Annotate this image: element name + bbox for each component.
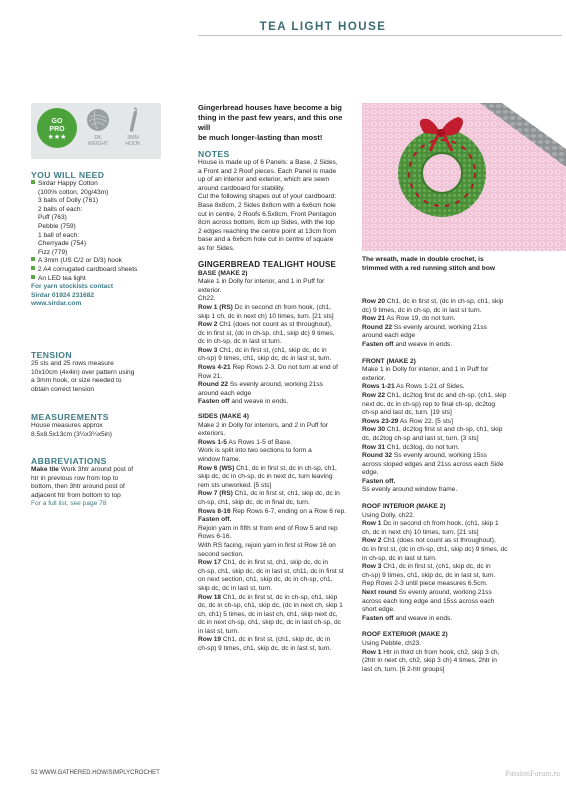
pattern-row: skip dc, dc in ch-sp, dc in next dc, turn leaving [198,473,333,481]
pattern-row: ch-sp) 9 times, ch1, skip dc, dc in last st, turn. [198,355,332,363]
pattern-row: Fasten off. [198,516,232,524]
notes-list [198,159,353,254]
hook-size-label: 3MM HOOK [125,135,141,147]
stockists-text: For yarn stockists contact [31,283,114,291]
pattern-row: Row 2 Ch1 (does not count as st throughout), [362,537,496,545]
pattern-row: ch-sp and last dc, turn. [19 sts] [362,409,452,417]
pattern-row: edge. [362,469,379,477]
section-heading: ABBREVIATIONS [31,456,107,466]
pattern-row: Rep Rows 2-3 until piece measures 6.5cm. [362,580,488,588]
bullet-icon [31,266,35,270]
pattern-row: skip 1 ch, dc in next ch) 10 times, turn. [21 sts] [198,312,334,320]
list-item-detail: Puff (763) [38,214,67,222]
body-text: Using Pebble, ch23. [362,639,422,647]
base-intro [198,278,353,304]
pattern-row: Row 3 Ch1, dc in first st, (ch1, skip dc, dc in [362,563,491,571]
pattern-row: Row 20 Ch1, dc in first st, (dc in ch-sp, ch1, skip [362,298,504,305]
body-text: Cut the following shapes out of your cardboard: [198,193,337,201]
sub-heading: SIDES (MAKE 4) [198,413,249,421]
pattern-row: dc in next ch-sp, ch1, skip dc, dc in last ch-sp, dc [198,619,341,627]
body-text: a Front and 2 Roof pieces. Each Panel is made [198,167,337,175]
pattern-row: ch-sp) 9 times, ch1, skip dc, dc in last st, turn. [362,571,496,579]
body-text: With RS facing, rejoin yarn in first st Row 16 on [198,541,336,549]
body-text: htr in previous row from top to [31,474,119,482]
sub-heading: FRONT (MAKE 2) [362,357,416,365]
pattern-row: ch, ch1) 5 times, dc in last ch, ch1, skip next dc, [198,610,338,618]
pattern-row: Row 3 Ch1, dc in first st, (ch1, skip dc, dc in [198,346,327,354]
bullet-icon [31,275,35,279]
body-text: up of an interior and exterior, which are sewn [198,176,330,184]
page-footer: 52 WWW.GATHERED.HOW/SIMPLYCROCHET [31,770,160,776]
pattern-row: ch, dc in next ch) 10 times, turn. [21 sts] [362,528,479,536]
pattern-row: Row 1 (RS) Dc in second ch from hook, (ch1, [198,303,332,311]
bullet-icon [31,180,35,184]
body-text: Make tile Work 3htr around post of [31,466,134,473]
pattern-row: in last st, turn. [198,627,240,635]
pattern-row: ch-sp, ch1, skip dc, dc in last st, ch11, dc in first st [198,567,344,575]
body-text: exterior. [362,374,386,382]
body-text: cut in centre, 2 Roofs 6.5x8cm, Front Pentagon [198,210,337,218]
pattern-row: across each long edge and 15ss across each [362,597,495,605]
body-text: a 3mm hook, or size needed to [31,377,122,385]
pattern-row: dc in first st, (dc in ch-sp, ch1, skip dc) 9 times, dc [362,546,508,554]
list-item: A 3mm (US C/2 or D/3) hook [31,257,166,266]
pattern-row: Next round Ss evenly around, working 21ss [362,589,492,596]
list-item-detail: Pebble (759) [38,222,76,230]
pattern-row: Row 1 Htr in third ch from hook, ch2, skip 3 ch, [362,648,500,656]
list-item-detail: (100% cotton, 20g/43m) [38,188,109,196]
body-text: around cardboard for stability. [198,184,285,192]
body-text: 8cm across bottom, 8cm up Sides, with the top [198,219,335,227]
pattern-row: Ss evenly around window frame. [362,486,458,494]
body-text: House is made up of 6 Panels: a Base, 2 Sides, [198,159,338,166]
pattern-row: around each edge [362,332,416,340]
pattern-row: Rows 1-5 As Rows 1-5 of Base. [198,438,292,446]
body-text: House measures approx [31,422,103,429]
pattern-row: Fasten off and weave in ends. [362,340,453,348]
bullet-icon [31,257,35,261]
section-heading: MEASUREMENTS [31,412,109,422]
pattern-row: dc) 9 times, dc in ch-sp, dc in last st turn. [362,306,482,314]
pattern-row: on next section, ch1, skip dc, dc in ch-sp, ch1, [198,576,333,584]
pattern-row: Row 6 (WS) Ch1, dc in first st, dc in ch-sp, ch1, [198,464,337,472]
body-text: adjacent htr from bottom to top [31,491,121,499]
pattern-row: dc in first st, (dc in ch-sp, ch1, skip dc) 9 times, [198,329,335,337]
tension-section [31,350,166,394]
column-3 [362,298,518,674]
abbreviations-section [31,456,166,509]
pattern-row: Rows 8-16 Rep Rows 6-7, ending on a Row 6 rep. [198,507,347,515]
pattern-row: skip dc, dc in last st, turn. [198,584,273,592]
pattern-heading: GINGERBREAD TEALIGHT HOUSE [198,259,337,269]
page-title: TEA LIGHT HOUSE [0,21,566,33]
pattern-row: Fasten off and weave in ends. [198,398,289,406]
pattern-row: (2htr in next ch, ch2, skip 3 ch) 4 times, 2htr in [362,657,497,665]
pattern-row: Rows 1-21 As Rows 1-21 of Sides. [362,383,465,391]
pattern-row: ch-sp) 9 times, ch1, skip dc, dc in last st, turn. [198,645,332,653]
yarn-ball-icon [87,109,109,131]
body-text: 10x10cm (4x4in) over pattern using [31,368,135,376]
body-text: Work is split into two sections to form a [198,447,312,455]
pattern-row: Round 22 Ss evenly around, working 21ss [362,323,487,331]
list-item-detail: Cherryade (754) [38,240,87,248]
pattern-row: Row 2 Ch1 (does not count as st throughout), [198,321,332,329]
pattern-row: Row 30 Ch1, dc2tog first st and ch-sp, ch1, skip [362,426,503,434]
body-text: 2 edges reaching the centre point at 13cm from [198,227,337,235]
you-will-need-section [31,170,166,309]
pattern-row: Row 22 Ch1, dc2tog first dc and ch-sp, (ch1, skip [362,391,507,399]
body-text: Base 8x8cm, 2 Sides 8x8cm with a 6x6cm hole [198,201,336,209]
body-text: 25 sts and 25 rows measure [31,360,114,367]
pattern-row: Row 21. [198,372,223,380]
body-text: bottom, then 3htr around post of [31,483,125,491]
pattern-row: rem sts unworked. [5 sts] [198,481,272,489]
pattern-row: across sloped edges and 21ss across each Side [362,460,504,468]
list-item-detail: 3 balls of Dolly (761) [38,197,99,205]
sub-heading: ROOF INTERIOR (MAKE 2) [362,503,446,511]
sub-heading: BASE (MAKE 2) [198,269,248,277]
section-heading: YOU WILL NEED [31,170,105,180]
pattern-row: dc, dc in ch-sp, ch1, skip dc, (dc in next ch, skip 1 [198,602,343,610]
skill-badge-panel [31,103,161,159]
body-text: Rejoin yarn in fifth st from end of Row 5 and rep [198,524,338,532]
header-rule [198,35,562,36]
body-text: window frame. [198,456,241,463]
body-text: Using Dolly, ch22. [362,511,415,519]
section-heading: NOTES [198,149,230,159]
wreath-photo [362,103,566,251]
pattern-row: dc, dc2tog ch-sp and last st, turn. [3 sts] [362,434,479,442]
pattern-row: in ch-sp, dc in last st turn. [362,554,437,562]
pattern-row: Rows 23-29 As Row 22. [5 sts] [362,417,453,425]
pattern-row: Fasten off and weave in ends. [362,614,453,622]
pattern-row: Fasten off. [362,477,396,485]
section-heading: TENSION [31,350,72,360]
body-text: Make 1 in Dolly for interior, and 1 in Puff for [362,366,489,374]
body-text: Ch22. [198,295,216,303]
body-text: 8.5x8.5x13cm (3¼x3¼x5in) [31,430,112,438]
body-text: as for Sides. [198,244,235,252]
body-text: base and a 6x6cm hole cut in centre of square [198,236,334,244]
pattern-row: around each edge [198,389,252,397]
pattern-row: Row 21 As Row 19, do not turn. [362,315,456,323]
list-item: Sirdar Happy Cotton [31,180,166,189]
pattern-row: Row 7 (RS) Ch1, dc in first st, ch1, skip dc, dc in [198,490,340,498]
photo-caption: The wreath, made in double crochet, is trimmed with a red running stitch and bow [362,256,495,272]
pattern-row: Row 31 Ch1, dc3tog, do not turn. [362,443,460,451]
list-item: An LED tea light [31,275,166,284]
stockists-url[interactable]: www.sirdar.com [31,300,82,308]
body-text: exterior. [198,286,222,294]
stockists-phone: Sirdar 01924 231682 [31,291,95,299]
list-item-detail: 2 balls of each: [38,205,83,213]
column-2 [198,103,353,654]
abbreviations-link[interactable]: For a full list, see page 78 [31,500,107,508]
go-pro-badge: GO PRO ★★★ [37,108,77,148]
body-text: Make 2 in Dolly for interiors, and 2 in Puff for [198,421,328,429]
pattern-row: Row 17 Ch1, dc in first st, ch1, skip dc, dc in [198,559,329,567]
pattern-row: Row 18 Ch1, dc in first st, dc in ch-sp, ch1, skip [198,593,338,601]
lead-text: thing in the past few years, and this one will [198,113,343,132]
body-text: obtain correct tension [31,385,95,393]
list-item: 2 A4 corrugated cardboard sheets [31,266,166,275]
pattern-row: Row 19 Ch1, dc in first st, (ch1, skip dc, dc in [198,636,331,644]
pattern-row: ch-sp, ch1, skip dc, dc in final dc, turn. [198,498,310,506]
pattern-row: last ch, turn. [6 2-htr groups] [362,665,445,673]
sub-heading: ROOF EXTERIOR (MAKE 2) [362,631,448,639]
lead-text: be much longer-lasting than most! [198,133,323,142]
pattern-row: Round 22 Ss evenly around, working 21ss [198,381,323,389]
crochet-hook-icon [129,107,137,133]
lead-text: Gingerbread houses have become a big [198,103,342,112]
pattern-row: short edge. [362,606,395,614]
body-text: second section. [198,550,244,558]
body-text: exteriors. [198,430,226,438]
pattern-row: Rows 4-21 Rep Rows 2-3. Do not turn at end of [198,364,339,372]
yarn-weight-label: DK WEIGHT [87,135,109,147]
pattern-row: Row 1 Dc in second ch from hook, (ch1, skip 1 [362,520,499,528]
watermark: PassionForum.ru [505,769,560,778]
body-text: Rows 6-16. [198,533,232,541]
pattern-row: Round 32 Ss evenly around, working 15ss [362,452,487,460]
list-item-detail: Fizz (779) [38,248,68,256]
pattern-row: dc in ch-sp, dc in last st turn. [198,338,282,346]
measurements-section [31,412,166,439]
body-text: Make 1 in Dolly for interior, and 1 in Puff for [198,278,325,286]
list-item-detail: 1 ball of each: [38,231,80,239]
pattern-row: next dc, dc in ch-sp) rep to final ch-sp, dc2tog [362,400,496,408]
